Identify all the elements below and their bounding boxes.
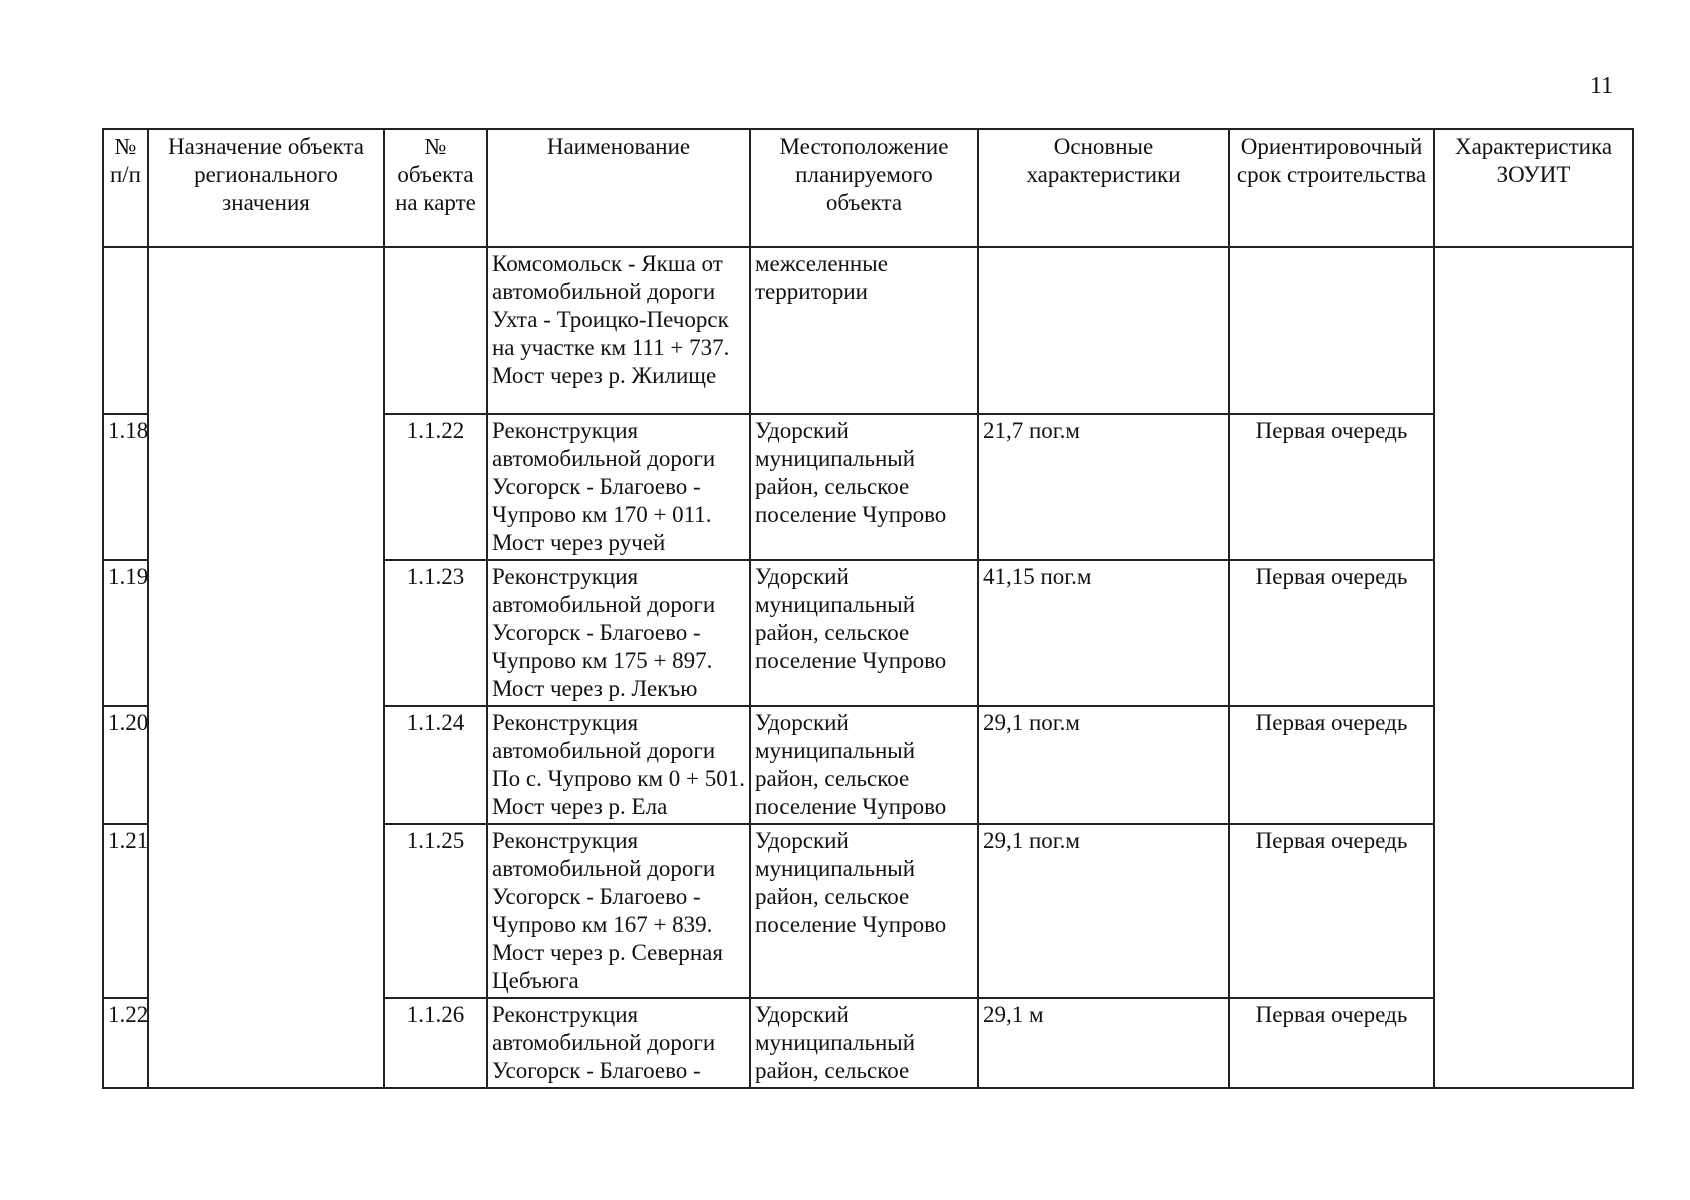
construction-term: Первая очередь (1229, 998, 1434, 1088)
header-num: № п/п (103, 129, 148, 247)
object-specs: 41,15 пог.м (978, 560, 1229, 706)
header-specs: Основные характеристики (978, 129, 1229, 247)
zouit-cell (1434, 247, 1633, 1088)
map-number: 1.1.26 (384, 998, 487, 1088)
object-location: Удорский муниципальный район, сельское поселение Чупрово (750, 706, 978, 824)
row-number: 1.21 (103, 824, 148, 998)
object-location: Удорский муниципальный район, сельское поселение Чупрово (750, 824, 978, 998)
construction-term: Первая очередь (1229, 706, 1434, 824)
object-name: Реконструкция автомобильной дороги Усогорск - Благоево - Чупрово км 170 + 011. Мост через ручей (487, 414, 750, 560)
header-location: Местоположение планируемого объекта (750, 129, 978, 247)
construction-term: Первая очередь (1229, 414, 1434, 560)
map-number: 1.1.25 (384, 824, 487, 998)
object-specs: 21,7 пог.м (978, 414, 1229, 560)
object-specs (978, 247, 1229, 414)
registry-table (102, 128, 1634, 1089)
object-location: Удорский муниципальный район, сельское (750, 998, 978, 1088)
page-number: 11 (1590, 73, 1614, 99)
map-number: 1.1.23 (384, 560, 487, 706)
table-header-row (103, 129, 1633, 247)
construction-term: Первая очередь (1229, 560, 1434, 706)
header-name: Наименование (487, 129, 750, 247)
header-term: Ориентировочный срок строительства (1229, 129, 1434, 247)
header-purpose: Назначение объекта регионального значения (148, 129, 384, 247)
construction-term: Первая очередь (1229, 824, 1434, 998)
purpose-cell (148, 247, 384, 1088)
object-name: Реконструкция автомобильной дороги Усогорск - Благоево - Чупрово км 175 + 897. Мост через р. Лекъю (487, 560, 750, 706)
object-name: Комсомольск - Якша от автомобильной дороги Ухта - Троицко-Печорск на участке км 111 + 737. Мост через р. Жилище (487, 247, 750, 414)
row-number: 1.18 (103, 414, 148, 560)
object-location: Удорский муниципальный район, сельское поселение Чупрово (750, 414, 978, 560)
object-name: Реконструкция автомобильной дороги По с. Чупрово км 0 + 501. Мост через р. Ела (487, 706, 750, 824)
row-number: 1.20 (103, 706, 148, 824)
header-zouit: Характеристика ЗОУИТ (1434, 129, 1633, 247)
map-number (384, 247, 487, 414)
object-specs: 29,1 пог.м (978, 824, 1229, 998)
row-number (103, 247, 148, 414)
row-number: 1.19 (103, 560, 148, 706)
header-map-number: № объекта на карте (384, 129, 487, 247)
object-name: Реконструкция автомобильной дороги Усогорск - Благоево - (487, 998, 750, 1088)
map-number: 1.1.22 (384, 414, 487, 560)
row-number: 1.22 (103, 998, 148, 1088)
object-name: Реконструкция автомобильной дороги Усогорск - Благоево - Чупрово км 167 + 839. Мост через р. Северная Цебъюга (487, 824, 750, 998)
table-row (103, 247, 1633, 414)
object-location: межселенные территории (750, 247, 978, 414)
object-specs: 29,1 пог.м (978, 706, 1229, 824)
object-location: Удорский муниципальный район, сельское поселение Чупрово (750, 560, 978, 706)
object-specs: 29,1 м (978, 998, 1229, 1088)
construction-term (1229, 247, 1434, 414)
map-number: 1.1.24 (384, 706, 487, 824)
